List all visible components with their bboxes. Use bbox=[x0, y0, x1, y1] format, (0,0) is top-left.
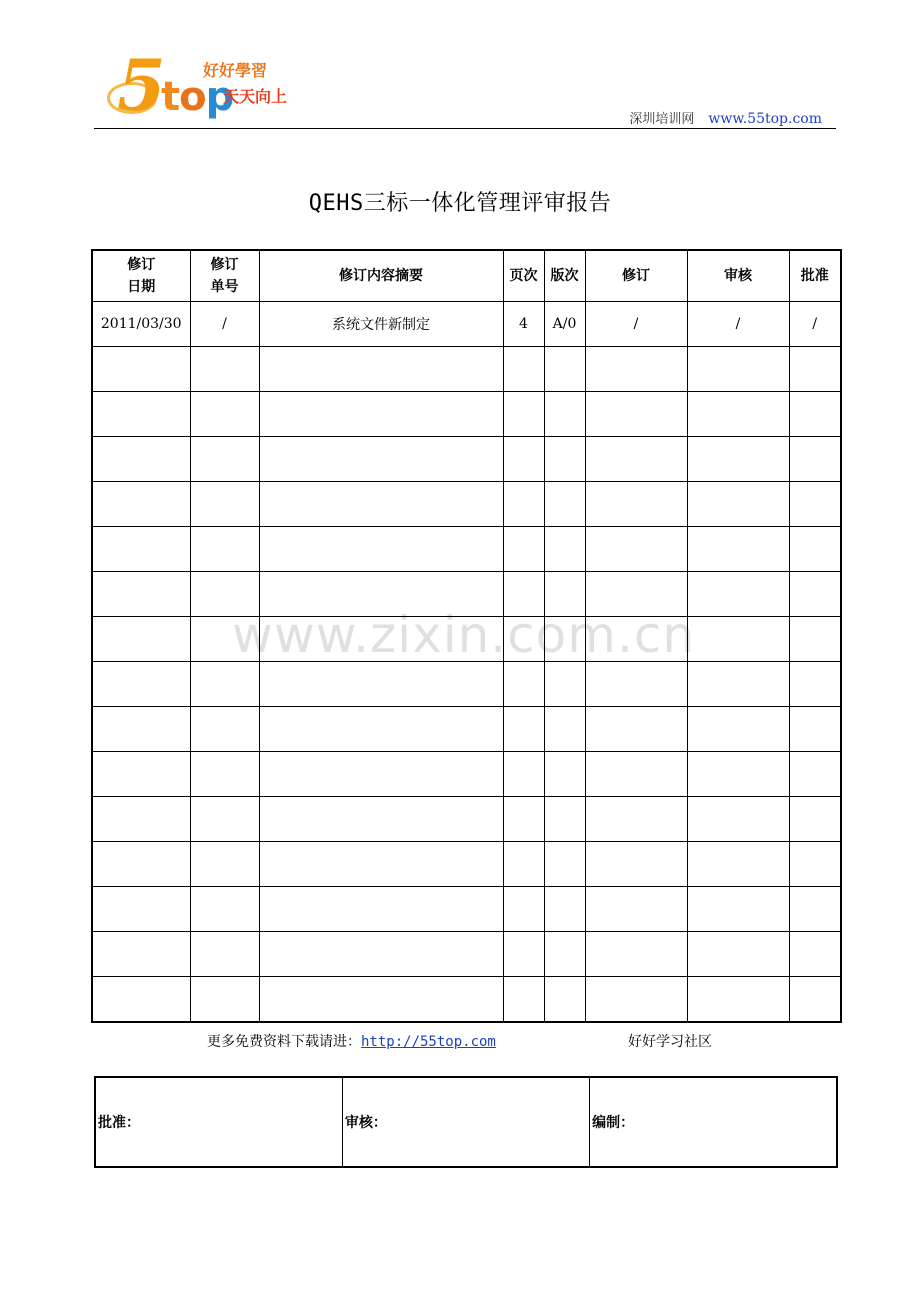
table-cell[interactable] bbox=[503, 842, 544, 887]
table-cell[interactable]: A/0 bbox=[544, 302, 585, 347]
table-cell[interactable] bbox=[190, 347, 259, 392]
table-cell[interactable] bbox=[92, 842, 190, 887]
table-cell[interactable] bbox=[585, 752, 687, 797]
footer-download-note bbox=[207, 1031, 496, 1051]
header-info bbox=[629, 108, 822, 127]
table-cell[interactable] bbox=[789, 347, 841, 392]
table-cell[interactable] bbox=[503, 392, 544, 437]
table-cell[interactable] bbox=[585, 662, 687, 707]
table-cell[interactable] bbox=[503, 932, 544, 977]
table-cell[interactable] bbox=[789, 977, 841, 1023]
signoff-review[interactable]: 审核： bbox=[342, 1077, 589, 1167]
table-cell[interactable] bbox=[92, 752, 190, 797]
table-cell[interactable] bbox=[687, 437, 789, 482]
table-cell[interactable] bbox=[190, 662, 259, 707]
table-cell[interactable] bbox=[585, 482, 687, 527]
signoff-approve[interactable]: 批准： bbox=[95, 1077, 342, 1167]
table-cell[interactable] bbox=[190, 392, 259, 437]
table-cell[interactable] bbox=[687, 347, 789, 392]
table-cell[interactable] bbox=[259, 662, 503, 707]
column-header: 修订 日期 bbox=[92, 250, 190, 302]
column-header: 审核 bbox=[687, 250, 789, 302]
table-cell[interactable] bbox=[92, 572, 190, 617]
table-cell[interactable] bbox=[687, 932, 789, 977]
table-cell[interactable] bbox=[503, 752, 544, 797]
column-header: 版次 bbox=[544, 250, 585, 302]
table-row bbox=[92, 572, 841, 617]
table-row bbox=[92, 797, 841, 842]
table-cell[interactable] bbox=[92, 482, 190, 527]
table-cell[interactable]: / bbox=[789, 302, 841, 347]
table-cell[interactable] bbox=[789, 752, 841, 797]
signoff-table bbox=[94, 1076, 838, 1168]
table-cell[interactable] bbox=[789, 707, 841, 752]
table-cell[interactable] bbox=[92, 437, 190, 482]
table-cell[interactable] bbox=[503, 662, 544, 707]
signoff-prepare[interactable]: 编制： bbox=[590, 1077, 837, 1167]
table-cell[interactable] bbox=[585, 527, 687, 572]
table-cell[interactable] bbox=[789, 572, 841, 617]
table-row bbox=[92, 662, 841, 707]
table-cell[interactable]: 系统文件新制定 bbox=[259, 302, 503, 347]
table-cell[interactable] bbox=[503, 617, 544, 662]
table-cell[interactable] bbox=[544, 797, 585, 842]
column-header: 批准 bbox=[789, 250, 841, 302]
table-cell[interactable] bbox=[544, 752, 585, 797]
table-cell[interactable] bbox=[259, 842, 503, 887]
table-cell[interactable] bbox=[259, 392, 503, 437]
table-cell[interactable] bbox=[259, 482, 503, 527]
table-cell[interactable] bbox=[544, 482, 585, 527]
table-row bbox=[92, 347, 841, 392]
table-cell[interactable] bbox=[544, 662, 585, 707]
table-cell[interactable] bbox=[190, 572, 259, 617]
table-row bbox=[92, 617, 841, 662]
table-row bbox=[92, 887, 841, 932]
table-cell[interactable] bbox=[585, 437, 687, 482]
table-cell[interactable] bbox=[259, 752, 503, 797]
header-org: 深圳培训网 bbox=[629, 112, 695, 127]
table-cell[interactable] bbox=[585, 977, 687, 1023]
logo-five: 5 bbox=[117, 44, 166, 127]
table-cell[interactable] bbox=[544, 527, 585, 572]
logo-slogan-progress: 天天向上 bbox=[223, 87, 288, 106]
table-cell[interactable] bbox=[92, 527, 190, 572]
table-cell[interactable]: / bbox=[190, 302, 259, 347]
table-cell[interactable] bbox=[585, 842, 687, 887]
table-cell[interactable] bbox=[687, 842, 789, 887]
table-cell[interactable] bbox=[259, 617, 503, 662]
table-cell[interactable] bbox=[259, 347, 503, 392]
table-cell[interactable] bbox=[544, 572, 585, 617]
table-row bbox=[92, 707, 841, 752]
table-cell[interactable] bbox=[92, 662, 190, 707]
header-row bbox=[92, 250, 841, 302]
table-row bbox=[92, 932, 841, 977]
column-header: 页次 bbox=[503, 250, 544, 302]
table-cell[interactable] bbox=[585, 617, 687, 662]
table-cell[interactable] bbox=[92, 977, 190, 1023]
table-cell[interactable] bbox=[92, 797, 190, 842]
table-cell[interactable] bbox=[687, 572, 789, 617]
table-cell[interactable] bbox=[190, 797, 259, 842]
column-header: 修订 bbox=[585, 250, 687, 302]
table-cell[interactable]: / bbox=[585, 302, 687, 347]
table-cell[interactable] bbox=[687, 707, 789, 752]
table-cell[interactable] bbox=[190, 977, 259, 1023]
footer-community: 好好学习社区 bbox=[628, 1034, 712, 1050]
table-cell[interactable] bbox=[687, 662, 789, 707]
table-cell[interactable]: 4 bbox=[503, 302, 544, 347]
table-cell[interactable] bbox=[190, 437, 259, 482]
table-cell[interactable] bbox=[585, 707, 687, 752]
table-cell[interactable] bbox=[92, 617, 190, 662]
watermark: www.zixin.com.cn bbox=[232, 606, 696, 664]
table-cell[interactable] bbox=[503, 707, 544, 752]
table-cell[interactable] bbox=[259, 707, 503, 752]
table-row bbox=[92, 527, 841, 572]
table-cell[interactable] bbox=[92, 392, 190, 437]
document-title: QEHS三标一体化管理评审报告 bbox=[308, 191, 612, 216]
logo-top: top bbox=[161, 74, 234, 120]
table-cell[interactable] bbox=[544, 887, 585, 932]
table-cell[interactable] bbox=[503, 797, 544, 842]
logo-slogan-study: 好好學習 bbox=[203, 61, 268, 80]
table-cell[interactable] bbox=[687, 392, 789, 437]
table-cell[interactable] bbox=[687, 527, 789, 572]
table-cell[interactable] bbox=[789, 392, 841, 437]
table-cell[interactable] bbox=[789, 932, 841, 977]
table-cell[interactable] bbox=[259, 977, 503, 1023]
table-cell[interactable] bbox=[544, 977, 585, 1023]
table-cell[interactable] bbox=[585, 932, 687, 977]
column-header: 修订内容摘要 bbox=[259, 250, 503, 302]
table-cell[interactable] bbox=[259, 887, 503, 932]
table-row bbox=[92, 437, 841, 482]
table-cell[interactable] bbox=[585, 797, 687, 842]
table-cell[interactable] bbox=[259, 437, 503, 482]
table-row bbox=[92, 482, 841, 527]
table-cell[interactable] bbox=[687, 797, 789, 842]
table-cell[interactable] bbox=[190, 617, 259, 662]
table-cell[interactable] bbox=[687, 752, 789, 797]
table-cell[interactable] bbox=[789, 887, 841, 932]
table-cell[interactable] bbox=[789, 662, 841, 707]
table-cell[interactable] bbox=[503, 527, 544, 572]
header-website-link[interactable]: www.55top.com bbox=[708, 111, 822, 127]
table-cell[interactable] bbox=[789, 797, 841, 842]
table-cell[interactable] bbox=[585, 887, 687, 932]
table-cell[interactable] bbox=[687, 617, 789, 662]
table-cell[interactable] bbox=[190, 752, 259, 797]
table-cell[interactable] bbox=[503, 482, 544, 527]
table-cell[interactable] bbox=[687, 887, 789, 932]
table-cell[interactable] bbox=[259, 527, 503, 572]
header-divider bbox=[94, 128, 836, 129]
table-cell[interactable] bbox=[544, 392, 585, 437]
table-cell[interactable] bbox=[503, 977, 544, 1023]
table-cell[interactable] bbox=[544, 437, 585, 482]
table-cell[interactable] bbox=[789, 842, 841, 887]
table-cell[interactable]: / bbox=[687, 302, 789, 347]
table-cell[interactable] bbox=[190, 482, 259, 527]
revision-table-body bbox=[92, 302, 841, 1023]
table-cell[interactable] bbox=[789, 482, 841, 527]
table-row bbox=[92, 392, 841, 437]
table-cell[interactable] bbox=[259, 572, 503, 617]
table-cell[interactable] bbox=[190, 842, 259, 887]
table-cell[interactable] bbox=[544, 842, 585, 887]
table-cell[interactable] bbox=[544, 617, 585, 662]
table-cell[interactable] bbox=[503, 572, 544, 617]
table-cell[interactable] bbox=[92, 707, 190, 752]
table-cell[interactable] bbox=[190, 887, 259, 932]
table-cell[interactable] bbox=[259, 932, 503, 977]
table-cell[interactable] bbox=[789, 617, 841, 662]
footer-prompt: 更多免费资料下载请进： bbox=[207, 1034, 361, 1050]
table-cell[interactable] bbox=[503, 347, 544, 392]
table-cell[interactable] bbox=[789, 437, 841, 482]
table-cell[interactable] bbox=[190, 932, 259, 977]
footer-link[interactable]: http://55top.com bbox=[361, 1034, 496, 1050]
table-cell[interactable] bbox=[544, 347, 585, 392]
table-cell[interactable] bbox=[687, 977, 789, 1023]
table-cell[interactable] bbox=[92, 887, 190, 932]
table-row bbox=[92, 842, 841, 887]
table-row bbox=[92, 752, 841, 797]
table-cell[interactable] bbox=[544, 932, 585, 977]
table-cell[interactable] bbox=[585, 347, 687, 392]
revision-table-header bbox=[92, 250, 841, 302]
table-cell[interactable] bbox=[259, 797, 503, 842]
table-cell[interactable] bbox=[585, 392, 687, 437]
table-cell[interactable]: 2011/03/30 bbox=[92, 302, 190, 347]
table-cell[interactable] bbox=[190, 527, 259, 572]
table-cell[interactable] bbox=[503, 437, 544, 482]
site-logo bbox=[105, 44, 320, 127]
table-cell[interactable] bbox=[190, 707, 259, 752]
table-cell[interactable] bbox=[92, 347, 190, 392]
table-cell[interactable] bbox=[687, 482, 789, 527]
table-cell[interactable] bbox=[92, 932, 190, 977]
table-cell[interactable] bbox=[544, 707, 585, 752]
column-header: 修订 单号 bbox=[190, 250, 259, 302]
revision-table bbox=[91, 249, 842, 1023]
table-cell[interactable] bbox=[585, 572, 687, 617]
table-cell[interactable] bbox=[789, 527, 841, 572]
table-cell[interactable] bbox=[503, 887, 544, 932]
table-row bbox=[92, 302, 841, 347]
table-row bbox=[92, 977, 841, 1023]
